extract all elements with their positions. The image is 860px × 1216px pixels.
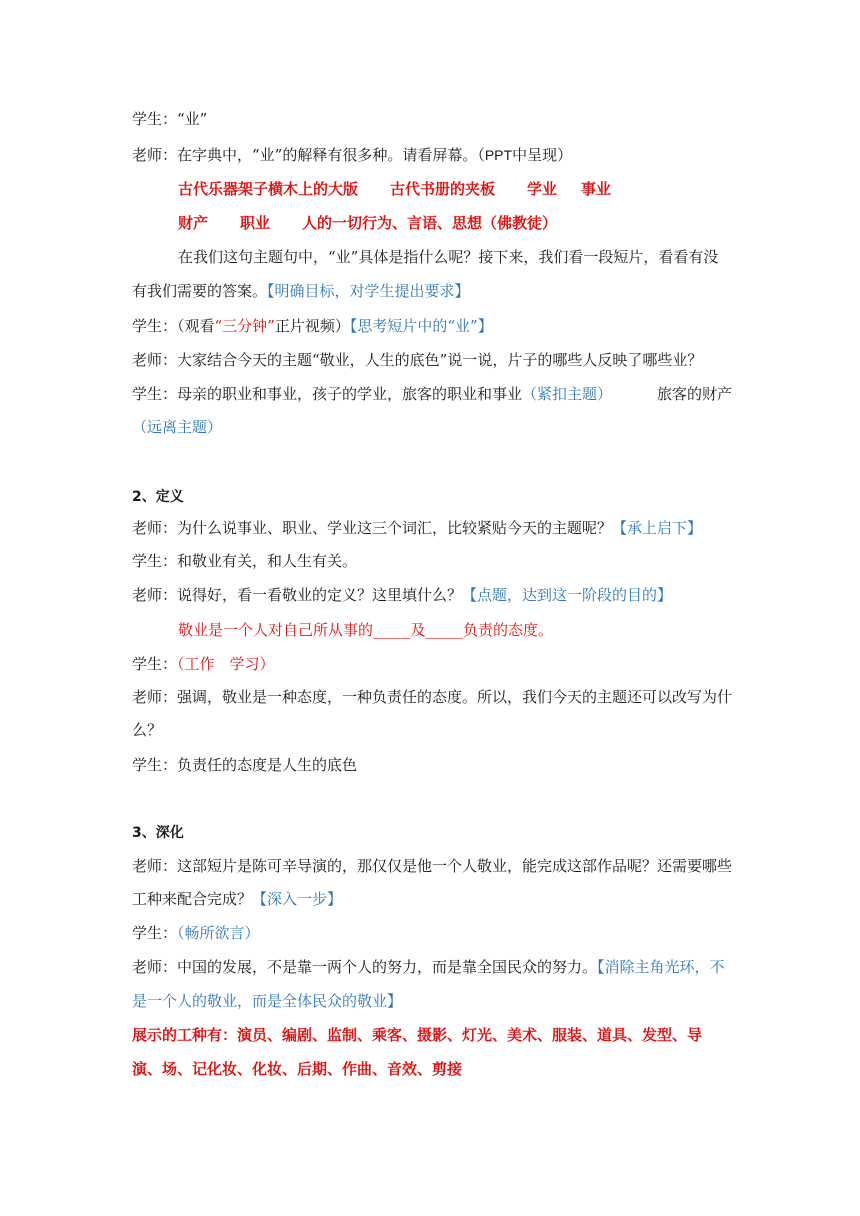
definition-item: 古代乐器架子横木上的大版 [178,180,359,198]
paragraph-text: 有我们需要的答案。 [132,282,268,300]
teacher-line [132,687,732,707]
student-line [132,551,732,571]
job-list-text: 演、场、记化妆、化妆、后期、作曲、音效、剪接 [132,1060,463,1078]
teacher-line [132,145,732,165]
teaching-note: （畅所欲言） [177,924,260,942]
student-text: 学生： [132,655,178,673]
student-line [132,316,732,336]
heading-text: 3、深化 [132,825,184,841]
teacher-text: 老师：说得好，看一看敬业的定义？这里填什么？ [132,586,463,604]
definition-list-row-1 [178,179,778,199]
teacher-line-cont [132,720,732,740]
job-list-text: 展示的工种有：演员、编剧、监制、乘客、摄影、灯光、美术、服装、道具、发型、导 [132,1026,703,1044]
student-line [132,654,732,674]
teacher-text: 老师：为什么说事业、职业、学业这三个词汇，比较紧贴今天的主题呢？ [132,519,613,537]
student-text: 学生：母亲的职业和事业，孩子的学业，旅客的职业和事业 [132,385,523,403]
job-list-line [132,1025,732,1045]
student-text: 学生：和敬业有关，和人生有关。 [132,552,358,570]
student-line [132,384,732,404]
paragraph-line [178,247,732,267]
teacher-line [132,518,732,538]
teaching-note: （远离主题） [132,418,223,436]
teaching-note: （紧扣主题） [522,385,613,403]
definition-text: 敬业是一个人对自己所从事的_____及_____负责的态度。 [178,621,554,639]
definition-item: 古代书册的夹板 [390,180,496,198]
paragraph-text: 在我们这句主题句中，“业”具体是指什么呢？接下来，我们看一段短片，看看有没 [178,248,719,266]
teacher-line [132,957,732,977]
student-text: 学生：负责任的态度是人生的底色 [132,756,358,774]
definition-list-row-2 [178,213,778,233]
ppt-text: PPT [484,147,513,163]
teaching-note: 【承上启下】 [612,519,703,537]
teaching-note: 【明确目标，对学生提出要求】 [267,282,470,300]
teacher-line-cont [132,991,732,1011]
definition-item: 事业 [581,180,612,198]
teacher-line-cont [132,889,732,909]
student-line [132,755,732,775]
teaching-note: 【思考短片中的“业”】 [349,317,493,335]
student-text: 学生： [132,924,178,942]
teacher-line [132,585,732,605]
heading-text: 2、定义 [132,489,184,505]
teaching-note: 【消除主角光环，不 [597,958,725,976]
section-heading [132,487,732,507]
teacher-text: 老师：这部短片是陈可辛导演的，那仅仅是他一个人敬业，能完成这部作品呢？还需要哪些 [132,857,733,875]
teacher-text: 工种来配合完成？ [132,890,253,908]
definition-item: 人的一切行为、言语、思想（佛教徒） [302,214,558,232]
answer-text: （工作 学习） [177,655,275,673]
teacher-text: 老师：在字典中，“业”的解释有很多种。请看屏幕。（ [132,146,485,164]
paragraph-line [132,281,732,301]
definition-item: 职业 [240,214,271,232]
teacher-line [132,856,732,876]
job-list-line [132,1059,732,1079]
teaching-note: 是一个人的敬业，而是全体民众的敬业】 [132,992,403,1010]
definition-item: 财产 [178,214,209,232]
definition-item: 学业 [527,180,558,198]
student-text: 旅客的财产 [656,385,732,403]
teacher-text: 老师：大家结合今天的主题“敬业，人生的底色”说一说，片子的哪些人反映了哪些业？ [132,351,703,369]
definition-blank-line [178,620,778,640]
teaching-note: 【深入一步】 [252,890,343,908]
teacher-text-end: 中呈现） [512,146,573,164]
student-text: 正片视频） [274,317,350,335]
student-line-cont [132,417,732,437]
teacher-text: 老师：中国的发展，不是靠一两个人的努力，而是靠全国民众的努力。 [132,958,598,976]
teacher-text: 么？ [132,721,163,739]
section-heading [132,823,732,843]
student-text: 学生：（观看 [132,317,215,335]
student-text: 学生：“业” [132,110,208,128]
student-line [132,923,732,943]
student-line [132,109,732,129]
teacher-line [132,350,732,370]
teaching-note: 【点题，达到这一阶段的目的】 [462,586,673,604]
highlight-text: “三分钟” [214,317,275,335]
teacher-text: 老师：强调，敬业是一种态度，一种负责任的态度。所以，我们今天的主题还可以改写为什 [132,688,733,706]
